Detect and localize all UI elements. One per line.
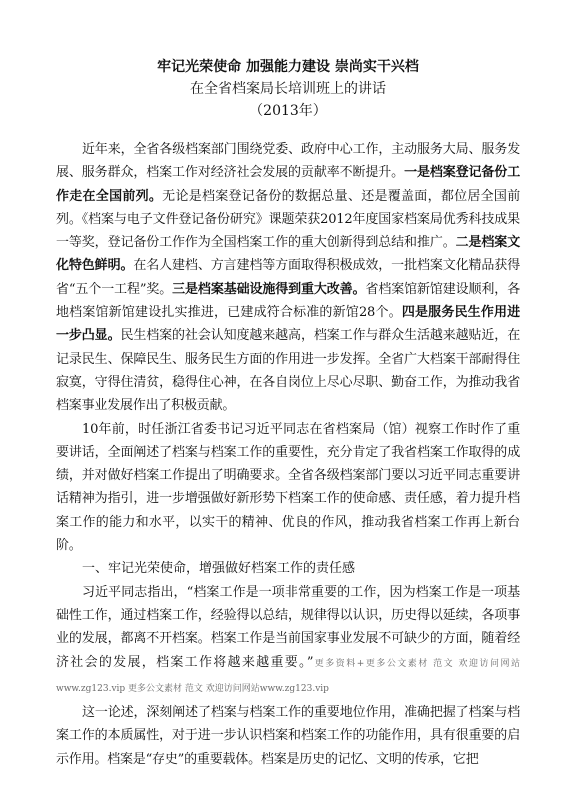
section-heading-1: 一、牢记光荣使命，增强做好档案工作的责任感: [82, 561, 356, 577]
document-year: （2013年）: [249, 103, 327, 119]
text-run: 省档案馆新馆建设顺利，各地档案馆新馆建设扎实推进，已建成符合标准的新馆28个。: [56, 281, 520, 321]
text-run-bold: 一是档案登记备份工作走在全国前列。: [56, 165, 520, 204]
text-run: 在名人建档、方言建档等方面取得积极成效，一批档案文化精品获得省“五个一工程”奖。: [56, 258, 520, 297]
quote-text: 习近平同志指出，“档案工作是一项非常重要的工作，因为档案工作是一项基础性工作，通过档案工作，经验得以总结，规律得以认识，历史得以延续，各项事业的发展，都离不开档案。档案工作是当前国家事业发展不可缺少的方面，随着经济社会的发展，档案工作将越来越重要。”: [56, 584, 520, 670]
title-block: [56, 56, 520, 122]
document-subtitle: 在全省档案局长培训班上的讲话: [190, 81, 386, 97]
text-run-bold: 四是服务民生作用进一步凸显。: [56, 305, 520, 344]
text-run: 民生档案的社会认知度越来越高，档案工作与群众生活越来越贴近，在记录民生、保障民生、服务民生方面的作用进一步发挥。全省广大档案干部耐得住寂寞，守得住清贫，稳得住心神，在各自岗位上尽心尽职、勤奋工作，为推动我省档案事业发展作出了积极贡献。: [56, 328, 520, 414]
text-run-bold: 三是档案基础设施得到重大改善。: [172, 281, 366, 297]
text-run: 近年来，全省各级档案部门围绕党委、政府中心工作，主动服务大局、服务发展、服务群众，档案工作对经济社会发展的贡献率不断提升。: [56, 142, 520, 181]
paragraph-quote: [56, 581, 520, 701]
paragraph-commentary: 这一论述，深刻阐述了档案与档案工作的重要地位作用，准确把握了档案与档案工作的本质属性，对于进一步认识档案和档案工作的功能作用，具有很重要的启示作用。档案是“存史”的重要载体。档案是历史的记忆、文明的传承，它把: [56, 705, 520, 767]
document-title: 牢记光荣使命 加强能力建设 崇尚实干兴档: [157, 59, 419, 75]
paragraph-achievements: [56, 138, 520, 418]
text-run: 无论是档案登记备份的数据总量、还是覆盖面，都位居全国前列。《档案与电子文件登记备份研究》课题荣获2012年度国家档案局优秀科技成果一等奖，登记备份工作作为全国档案工作的重大创新得到总结和推广。: [56, 188, 520, 251]
paragraph-xi-visit: 10年前，时任浙江省委书记习近平同志在省档案局（馆）视察工作时作了重要讲话，全面阐述了档案与档案工作的重要性，充分肯定了我省档案工作取得的成绩，并对做好档案工作提出了明确要求。全省各级档案部门要以习近平同志重要讲话精神为指引，进一步增强做好新形势下档案工作的使命感、责任感，着力提升档案工作的能力和水平，以实干的精神、优良的作风，推动我省档案工作再上新台阶。: [56, 421, 520, 554]
text-run-bold: 二是档案文化特色鲜明。: [56, 235, 520, 274]
watermark-ad-text: 更多资料+更多公文素材 范文 欢迎访问网站www.zg123.vip 更多公文素材 范文 欢迎访问网站www.zg123.vip: [56, 658, 520, 694]
